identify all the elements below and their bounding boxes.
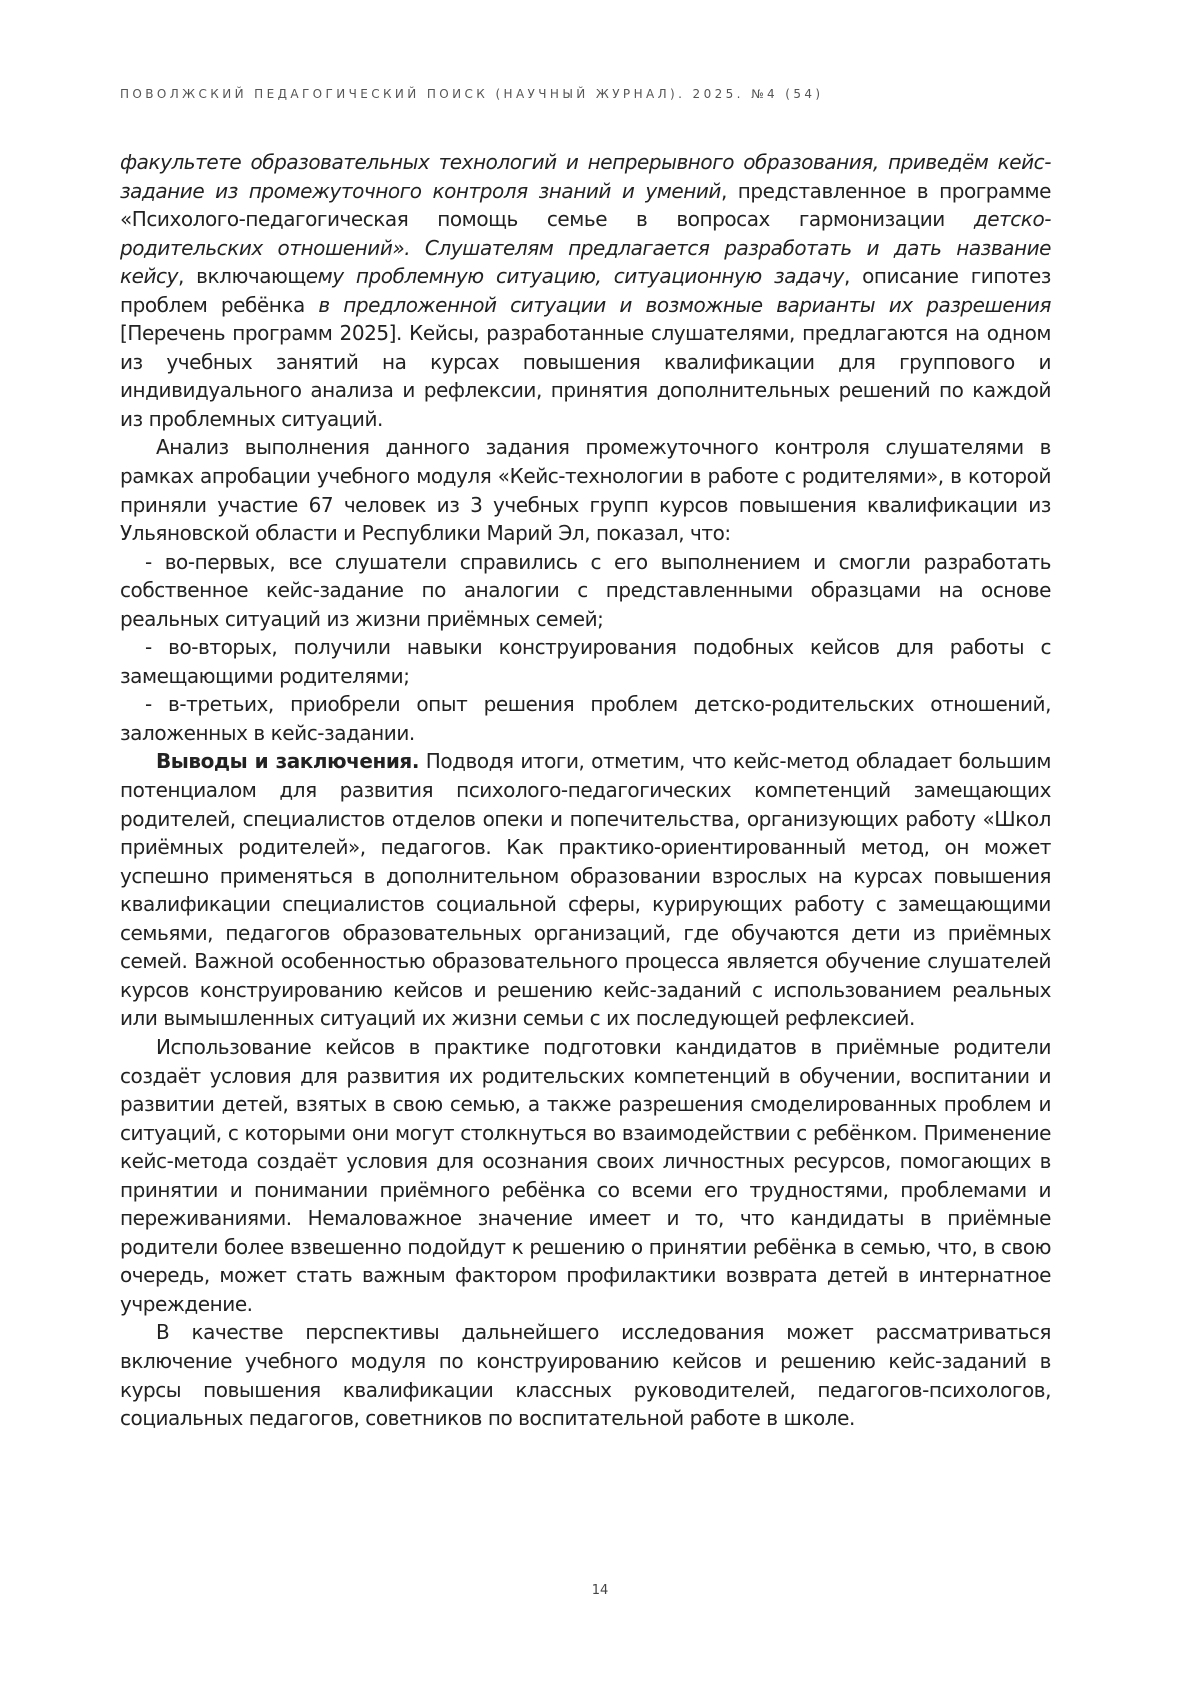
paragraph-conclusions bbox=[120, 747, 1051, 1032]
paragraph-analysis: Анализ выполнения данного задания промежуточного контроля слушателями в рамках апробации учебного модуля «Кейс-технологии в работе с родителями», в которой приняли участие 67 человек из 3 учебных групп курсов повышения квалификации из Ульяновской области и Республики Марий Эл, показал, что: bbox=[120, 435, 1051, 546]
list-item-third: - в-третьих, приобрели опыт решения проблем детско-родительских отношений, заложенных в кейс-задании. bbox=[120, 692, 1051, 745]
italic-fragment: в предложенной ситуации и возможные варианты их разрешения bbox=[318, 292, 1051, 317]
text-fragment: , описание гипотез проблем ребёнка bbox=[120, 264, 1051, 317]
section-heading: Выводы и заключения. bbox=[156, 749, 419, 774]
text-fragment: , представленное в программе «Психолого-педагогическая помощь семье в вопросах гармонизации bbox=[120, 178, 1051, 232]
italic-fragment: ему проблемную ситуацию, ситуационную задачу bbox=[305, 264, 844, 289]
page-number: 14 bbox=[591, 1583, 609, 1598]
paragraph-case-usage: Использование кейсов в практике подготовки кандидатов в приёмные родители создаёт условия для развития их родительских компетенций в обучении, воспитании и развитии детей, взятых в свою семью, а также разрешения смоделированных проблем и ситуаций, с которыми они могут столкнуться во взаимодействии с ребёнком. Применение кейс-метода создаёт условия для осознания своих личностных ресурсов, помогающих в принятии и понимании приёмного ребёнка со всеми его трудностями, проблемами и переживаниями. Немаловажное значение имеет и то, что кандидаты в приёмные родители более взвешенно подойдут к решению о принятии ребёнка в семью, что, в свою очередь, может стать важным фактором профилактики возврата детей в интернатное учреждение. bbox=[120, 1034, 1051, 1316]
article-body bbox=[120, 148, 1051, 1433]
paragraph-continuation bbox=[120, 148, 1051, 433]
text-fragment: , включающ bbox=[177, 264, 306, 289]
list-item-first: - во-первых, все слушатели справились с его выполнением и смогли разработать собственное кейс-задание по аналогии с представленными образцами на основе реальных ситуаций из жизни приёмных семей; bbox=[120, 549, 1051, 631]
running-header: ПОВОЛЖСКИЙ ПЕДАГОГИЧЕСКИЙ ПОИСК (НАУЧНЫЙ ЖУРНАЛ). 2025. №4 (54) bbox=[120, 87, 824, 101]
list-item-second: - во-вторых, получили навыки конструирования подобных кейсов для работы с замещающими родителями; bbox=[120, 635, 1051, 688]
italic-fragment: факультете образовательных технологий и непрерывного образования, приведём кейс-задание из промежуточного контроля знаний и умений bbox=[120, 150, 1051, 203]
paragraph-perspective: В качестве перспективы дальнейшего исследования может рассматриваться включение учебного модуля по конструированию кейсов и решению кейс-заданий в курсы повышения квалификации классных руководителей, педагогов-психологов, социальных педагогов, советников по воспитательной работе в школе. bbox=[120, 1320, 1051, 1431]
text-fragment: Подводя итоги, отметим, что кейс-метод обладает большим потенциалом для развития психолого-педагогических компетенций замещающих родителей, специалистов отделов опеки и попечительства, организующих работу «Школ приёмных родителей», педагогов. Как практико-ориентированный метод, он может успешно применяться в дополнительном образовании взрослых на курсах повышения квалификации специалистов социальной сферы, курирующих работу с замещающими семьями, педагогов образовательных организаций, где обучаются дети из приёмных семей. Важной особенностью образовательного процесса является обучение слушателей курсов конструированию кейсов и решению кейс-заданий с использованием реальных или вымышленных ситуаций их жизни семьи с их последующей рефлексией. bbox=[120, 749, 1051, 1031]
text-fragment: [Перечень программ 2025]. Кейсы, разработанные слушателями, предлагаются на одном из учебных занятий на курсах повышения квалификации для группового и индивидуального анализа и рефлексии, принятия дополнительных решений по каждой из проблемных ситуаций. bbox=[120, 321, 1051, 431]
italic-fragment: детско-родительских отношений». Слушателям предлагается разработать и дать название кейсу bbox=[120, 207, 1051, 289]
